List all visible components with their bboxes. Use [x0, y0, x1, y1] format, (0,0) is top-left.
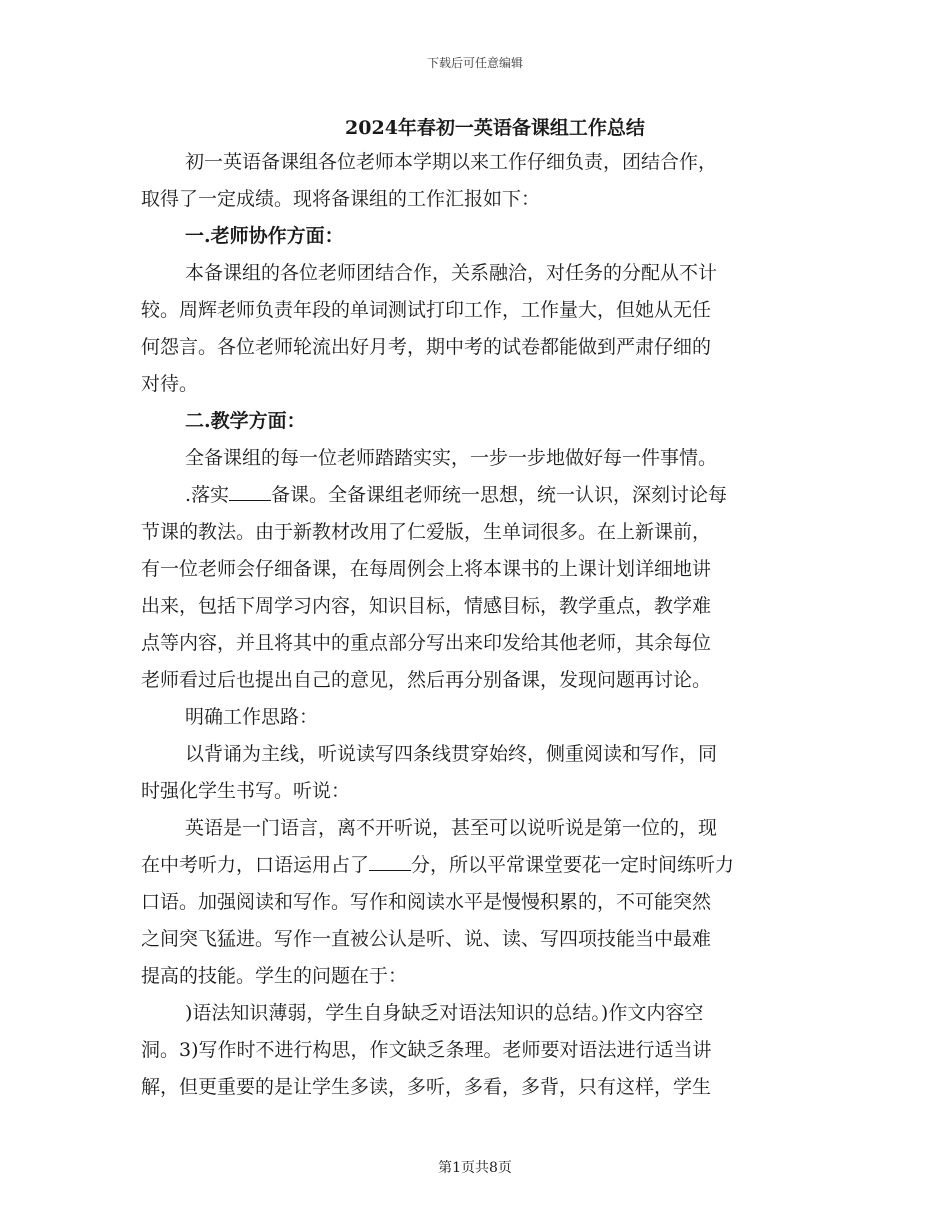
- text-line: 明确工作思路：: [185, 706, 319, 728]
- text-segment: 分，所以平常课堂要花一定时间练听力: [411, 854, 735, 876]
- text-line: 初一英语备课组各位老师本学期以来工作仔细负责，团结合作，: [185, 151, 718, 173]
- text-line: )语法知识薄弱，学生自身缺乏对语法知识的总结。)作文内容空: [185, 1002, 704, 1024]
- document-body: [141, 112, 809, 1106]
- text-line: 老师看过后也提出自己的意见，然后再分别备课，发现问题再讨论。: [141, 669, 712, 691]
- text-line: 对待。: [141, 373, 199, 395]
- page-footer: 第1页共8页: [438, 1160, 512, 1176]
- text-line: 提高的技能。学生的问题在于：: [141, 965, 408, 987]
- text-line: 以背诵为主线，听说读写四条线贯穿始终，侧重阅读和写作，同: [185, 743, 718, 765]
- text-line: 点等内容，并且将其中的重点部分写出来印发给其他老师，其余每位: [141, 632, 712, 654]
- text-segment: .落实: [185, 484, 230, 506]
- text-line: 有一位老师会仔细备课，在每周例会上将本课书的上课计划详细地讲: [141, 558, 712, 580]
- text-line: [141, 847, 809, 884]
- fill-in-blank: [229, 484, 271, 501]
- fill-in-blank: [369, 854, 411, 871]
- text-line: 洞。3)写作时不进行构思，作文缺乏条理。老师要对语法进行适当讲: [141, 1039, 712, 1061]
- text-line: 取得了一定成绩。现将备课组的工作汇报如下：: [141, 188, 541, 210]
- section-heading: 一.老师协作方面：: [185, 225, 344, 247]
- text-line: 解，但更重要的是让学生多读，多听，多看，多背，只有这样，学生: [141, 1076, 712, 1098]
- text-line: 何怨言。各位老师轮流出好月考，期中考的试卷都能做到严肃仔细的: [141, 336, 712, 358]
- paragraph-lines: [141, 144, 809, 1106]
- text-segment: 在中考听力，口语运用占了: [141, 854, 370, 876]
- document-title: 2024年春初一英语备课组工作总结: [345, 117, 645, 139]
- text-line: 较。周辉老师负责年段的单词测试打印工作，工作量大，但她从无任: [141, 299, 712, 321]
- text-line: 出来，包括下周学习内容，知识目标，情感目标，教学重点，教学难: [141, 595, 712, 617]
- section-heading: 二.教学方面：: [185, 410, 306, 432]
- page-header-note: 下载后可任意编辑: [426, 56, 523, 70]
- text-line: 全备课组的每一位老师踏踏实实，一步一步地做好每一件事情。: [185, 447, 718, 469]
- text-line: 口语。加强阅读和写作。写作和阅读水平是慢慢积累的，不可能突然: [141, 891, 712, 913]
- text-line: 英语是一门语言，离不开听说，甚至可以说听说是第一位的，现: [185, 817, 718, 839]
- text-line: 时强化学生书写。听说：: [141, 780, 351, 802]
- text-line: 之间突飞猛进。写作一直被公认是听、说、读、写四项技能当中最难: [141, 928, 712, 950]
- text-line: 本备课组的各位老师团结合作，关系融洽，对任务的分配从不计: [185, 262, 718, 284]
- text-line: [141, 477, 809, 514]
- text-segment: 备课。全备课组老师统一思想，统一认识，深刻讨论每: [271, 484, 728, 506]
- text-line: 节课的教法。由于新教材改用了仁爱版，生单词很多。在上新课前，: [141, 521, 712, 543]
